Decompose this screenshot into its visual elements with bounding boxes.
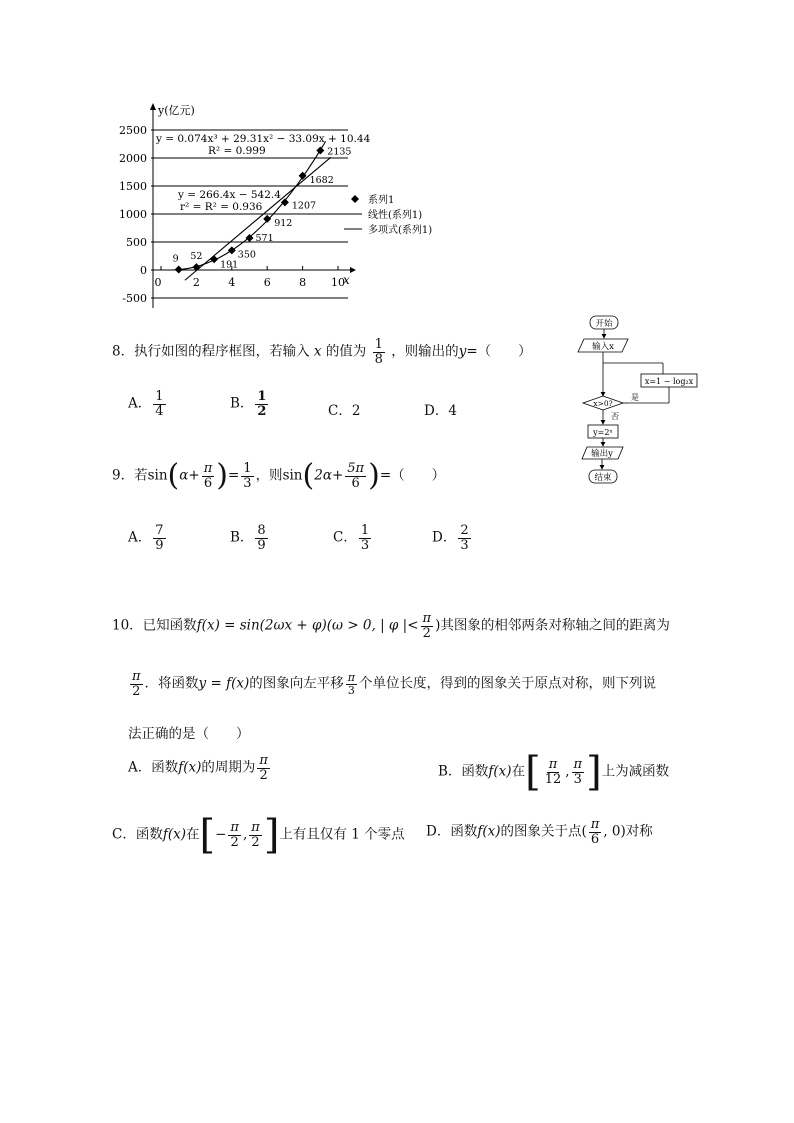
chart-point bbox=[175, 265, 183, 273]
q8-option-d[interactable]: D．4 bbox=[424, 403, 457, 419]
chart-y-tick-label: 500 bbox=[126, 236, 147, 249]
question-8: 8．执行如图的程序框图，若输入 x 的值为 $\frac{1}{8}$ ，则输出的y=（ ） bbox=[112, 337, 532, 367]
flow-start-label: 开始 bbox=[595, 319, 613, 329]
chart-x-tick-label: 2 bbox=[192, 276, 200, 289]
chart-point-label: 9 bbox=[172, 253, 179, 265]
chart-x-label: x bbox=[343, 273, 350, 287]
flow-yes-label: 是 bbox=[631, 393, 639, 402]
chart-point-label: 2135 bbox=[327, 146, 352, 158]
chart-y-axis-arrow bbox=[150, 103, 156, 110]
q8-option-c[interactable]: C．2 bbox=[328, 403, 361, 419]
chart-y-tick-label: 0 bbox=[140, 264, 147, 277]
chart-point-label: 350 bbox=[237, 249, 256, 261]
q9-option-a[interactable]: A． $\frac{7}{9}$ bbox=[128, 523, 164, 553]
q9-option-b[interactable]: B． $\frac{8}{9}$ bbox=[230, 523, 266, 553]
chart-x-axis-arrow bbox=[350, 267, 356, 273]
chart-x-tick-label: 0 bbox=[154, 276, 162, 289]
flow-end-label: 结束 bbox=[594, 473, 612, 483]
q10-option-c[interactable]: C．函数f(x)在[− $\frac{\pi}{2}$ , $\frac{\pi}{2}$ ]上有且仅有 1 个零点 bbox=[112, 812, 405, 858]
chart-eq-poly: y = 0.074x³ + 29.31x² − 33.09x + 10.44 bbox=[156, 133, 371, 145]
flow-output-label: 输出y bbox=[591, 449, 613, 459]
chart-y-label: y(亿元) bbox=[158, 104, 195, 117]
chart-x-tick-label: 4 bbox=[228, 276, 236, 289]
chart-y-tick-label: -500 bbox=[122, 292, 147, 305]
q9-option-c[interactable]: C． $\frac{1}{3}$ bbox=[333, 523, 370, 553]
question-10-line-3: 法正确的是（ ） bbox=[128, 726, 250, 742]
q8-option-a[interactable]: A． $\frac{1}{4}$ bbox=[128, 389, 164, 419]
chart-point-label: 191 bbox=[220, 259, 239, 271]
chart-y-tick-label: 1500 bbox=[119, 180, 147, 193]
flow-input-label: 输入x bbox=[592, 342, 614, 352]
question-10-line-1: 10．已知函数f(x) = sin(2ωx + φ)(ω > 0, | φ |< $\frac{\pi}{2}$ )其图象的相邻两条对称轴之间的距离为 bbox=[112, 611, 670, 641]
chart-eq-linear: y = 266.4x − 542.4 bbox=[178, 189, 281, 201]
chart-point-label: 1682 bbox=[309, 174, 334, 186]
chart-eq-poly-r2: R² = 0.999 bbox=[208, 145, 266, 157]
chart-point bbox=[263, 215, 271, 223]
chart-eq-linear-r2: r² = R² = 0.936 bbox=[180, 201, 263, 213]
legend-item-linear: 线性(系列1) bbox=[368, 210, 423, 221]
program-flowchart bbox=[565, 312, 715, 492]
question-9: 9．若sin(α+ $\frac{\pi}{6}$ )= $\frac{1}{3}$ ，则sin(2α+ $\frac{5\pi}{6}$ )=（ ） bbox=[112, 458, 446, 493]
q10-option-b[interactable]: B．函数f(x)在[ $\frac{\pi}{12}$ , $\frac{\pi}{3}$ ]上为减函数 bbox=[438, 749, 670, 795]
chart-point-label: 52 bbox=[190, 251, 203, 263]
chart-x-tick-label: 10 bbox=[331, 276, 345, 289]
chart-point-label: 1207 bbox=[291, 200, 317, 212]
regression-chart bbox=[110, 98, 450, 320]
legend-item-poly: 多项式(系列1) bbox=[368, 225, 433, 236]
flow-no-label: 否 bbox=[611, 412, 619, 421]
chart-x-tick-label: 6 bbox=[263, 276, 271, 289]
chart-point-label: 571 bbox=[255, 233, 274, 245]
q8-fraction: $\frac{1}{8}$ bbox=[374, 337, 383, 367]
chart-y-tick-label: 2500 bbox=[119, 124, 147, 137]
chart-point bbox=[210, 255, 218, 263]
q9-option-d[interactable]: D． $\frac{2}{3}$ bbox=[432, 523, 469, 553]
flow-decision-label: x>0? bbox=[593, 399, 613, 408]
chart-y-tick-label: 2000 bbox=[119, 152, 147, 165]
q8-option-b[interactable]: B． $\frac{1}{2}$ bbox=[230, 389, 267, 419]
legend-item-series: 系列1 bbox=[368, 195, 395, 206]
q10-option-d[interactable]: D．函数f(x)的图象关于点( $\frac{\pi}{6}$ , 0)对称 bbox=[426, 817, 653, 847]
flow-process-label: x=1 − log₂x bbox=[644, 377, 694, 386]
chart-point bbox=[281, 198, 289, 206]
q10-option-a[interactable]: A．函数f(x)的周期为 $\frac{\pi}{2}$ bbox=[128, 753, 268, 783]
question-10-line-2: $\frac{\pi}{2}$ ．将函数y = f(x)的图象向左平移 $\frac{\pi}{3}$ 个单位长度，得到的图象关于原点对称，则下列说 bbox=[132, 669, 656, 699]
legend-marker-diamond bbox=[351, 195, 359, 203]
chart-point-label: 912 bbox=[274, 217, 293, 229]
chart-y-tick-label: 1000 bbox=[119, 208, 147, 221]
chart-point bbox=[316, 146, 324, 154]
chart-point bbox=[228, 246, 236, 254]
flow-assign-label: y=2ˣ bbox=[593, 428, 613, 437]
chart-x-tick-label: 8 bbox=[299, 276, 307, 289]
